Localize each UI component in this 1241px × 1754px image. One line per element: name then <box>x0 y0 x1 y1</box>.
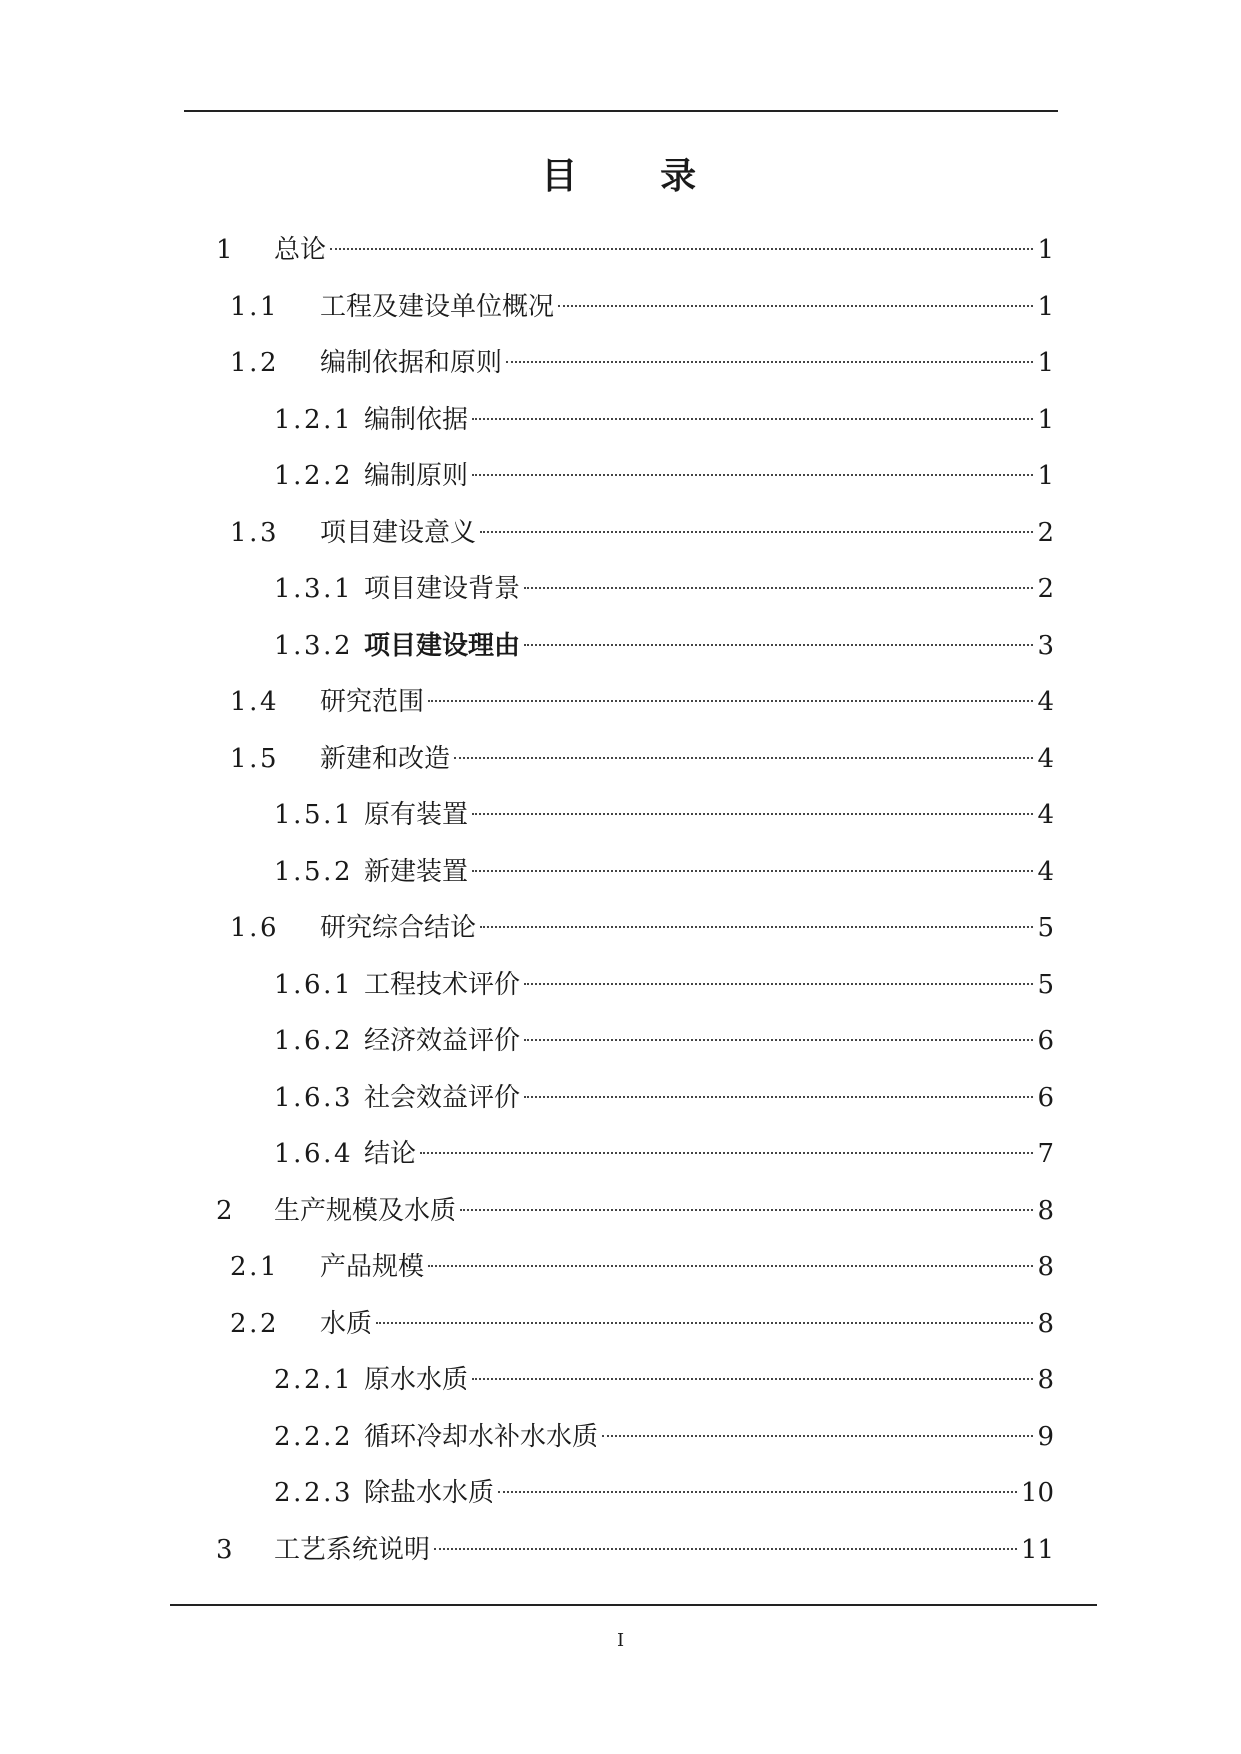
toc-entry-label: 经济效益评价 <box>364 1026 521 1056</box>
toc-entry-page: 7 <box>1037 1139 1054 1169</box>
toc-dot-leader <box>454 757 1033 759</box>
toc-entry[interactable] <box>274 569 1054 609</box>
toc-entry-page: 8 <box>1037 1365 1054 1395</box>
toc-dot-leader <box>498 1491 1017 1493</box>
toc-entry-number: 3 <box>216 1534 236 1565</box>
toc-entry-label: 编制依据和原则 <box>320 348 503 378</box>
toc-entry[interactable] <box>274 626 1054 666</box>
toc-entry-page: 10 <box>1020 1478 1054 1508</box>
toc-entry-page: 5 <box>1037 969 1054 1000</box>
toc-entry[interactable] <box>230 682 1054 722</box>
toc-entry-page: 1 <box>1037 404 1054 435</box>
toc-entry-number: 2.2.3 <box>274 1478 354 1508</box>
toc-entry[interactable] <box>274 965 1054 1005</box>
toc-entry-page: 2 <box>1037 574 1054 604</box>
toc-entry-number: 1.6.3 <box>274 1082 354 1113</box>
toc-entry[interactable] <box>274 852 1054 892</box>
toc-entry-label: 产品规模 <box>320 1252 425 1282</box>
toc-entry-label: 项目建设背景 <box>364 574 521 604</box>
toc-dot-leader <box>330 248 1033 250</box>
toc-entry-label: 原有装置 <box>364 800 469 830</box>
toc-entry-page: 1 <box>1037 291 1054 322</box>
toc-entry[interactable] <box>216 1530 1054 1570</box>
toc-dot-leader <box>428 1265 1033 1267</box>
toc-entry-number: 2.1 <box>230 1252 280 1282</box>
toc-entry-label: 工程技术评价 <box>364 969 521 1000</box>
toc-entry-page: 6 <box>1037 1082 1054 1113</box>
toc-entry-number: 1 <box>216 235 236 265</box>
toc-entry-label: 结论 <box>364 1139 417 1169</box>
toc-dot-leader <box>480 531 1033 533</box>
toc-dot-leader <box>602 1435 1033 1437</box>
toc-entry[interactable] <box>274 1021 1054 1061</box>
toc-entry-number: 2 <box>216 1195 236 1226</box>
toc-dot-leader <box>524 587 1033 589</box>
toc-entry-label: 生产规模及水质 <box>274 1195 457 1226</box>
toc-entry-number: 1.6 <box>230 913 280 943</box>
footer-rule <box>170 1604 1097 1606</box>
toc-dot-leader <box>472 474 1033 476</box>
toc-entry-label: 编制原则 <box>364 461 469 491</box>
toc-entry[interactable] <box>230 739 1054 779</box>
toc-entry-label: 水质 <box>320 1308 373 1339</box>
toc-entry[interactable] <box>230 1247 1054 1287</box>
toc-entry[interactable] <box>230 1304 1054 1344</box>
toc-entry-page: 1 <box>1037 461 1054 491</box>
toc-entry[interactable] <box>274 1473 1054 1513</box>
toc-entry-number: 1.5 <box>230 743 280 774</box>
toc-entry-number: 1.1 <box>230 291 280 322</box>
toc-entry[interactable] <box>274 1360 1054 1400</box>
toc-entry-page: 8 <box>1037 1252 1054 1282</box>
toc-entry-label: 社会效益评价 <box>364 1082 521 1113</box>
toc-entry-number: 1.2 <box>230 348 280 378</box>
toc-entry-number: 1.5.1 <box>274 800 354 830</box>
toc-entry-number: 2.2.1 <box>274 1365 354 1395</box>
toc-entry-label: 研究综合结论 <box>320 913 477 943</box>
toc-entry-page: 8 <box>1037 1195 1054 1226</box>
toc-entry-number: 1.3.2 <box>274 630 354 661</box>
toc-entry-page: 1 <box>1037 348 1054 378</box>
toc-entry-page: 8 <box>1037 1308 1054 1339</box>
toc-dot-leader <box>524 644 1033 646</box>
toc-entry-number: 1.3 <box>230 517 280 548</box>
toc-entry-page: 9 <box>1037 1421 1054 1452</box>
page-title: 目 录 <box>541 155 700 197</box>
toc-dot-leader <box>524 1039 1033 1041</box>
toc-entry-page: 1 <box>1037 235 1054 265</box>
toc-entry-number: 1.6.4 <box>274 1139 354 1169</box>
toc-entry-number: 1.4 <box>230 687 280 717</box>
toc-entry-number: 1.2.1 <box>274 404 354 435</box>
toc-entry-label: 工艺系统说明 <box>274 1534 431 1565</box>
toc-entry-page: 2 <box>1037 517 1054 548</box>
toc-entry[interactable] <box>230 343 1054 383</box>
toc-entry-number: 1.6.2 <box>274 1026 354 1056</box>
toc-dot-leader <box>472 418 1033 420</box>
toc-entry-page: 5 <box>1037 913 1054 943</box>
toc-entry-number: 1.3.1 <box>274 574 354 604</box>
toc-entry-page: 11 <box>1020 1534 1054 1565</box>
toc-dot-leader <box>480 926 1033 928</box>
toc-entry-page: 6 <box>1037 1026 1054 1056</box>
toc-entry-label: 原水水质 <box>364 1365 469 1395</box>
toc-entry-number: 2.2 <box>230 1308 280 1339</box>
toc-entry[interactable] <box>274 1417 1054 1457</box>
toc-entry[interactable] <box>230 287 1054 327</box>
toc-dot-leader <box>376 1322 1033 1324</box>
toc-entry[interactable] <box>274 1134 1054 1174</box>
toc-entry-label: 项目建设理由 <box>364 630 521 661</box>
toc-entry-label: 循环冷却水补水水质 <box>364 1421 599 1452</box>
toc-dot-leader <box>420 1152 1033 1154</box>
toc-entry-label: 研究范围 <box>320 687 425 717</box>
toc-entry-label: 工程及建设单位概况 <box>320 291 555 322</box>
toc-entry-number: 1.5.2 <box>274 856 354 887</box>
toc-entry-page: 4 <box>1037 856 1054 887</box>
toc-entry-label: 除盐水水质 <box>364 1478 495 1508</box>
toc-dot-leader <box>434 1548 1017 1550</box>
toc-dot-leader <box>472 1378 1033 1380</box>
toc-entry-number: 2.2.2 <box>274 1421 354 1452</box>
footer-page-number: I <box>616 1630 625 1651</box>
toc-entry-number: 1.2.2 <box>274 461 354 491</box>
toc-entry[interactable] <box>230 513 1054 553</box>
toc-dot-leader <box>524 1096 1033 1098</box>
toc-entry[interactable] <box>216 230 1054 270</box>
toc-dot-leader <box>558 305 1033 307</box>
toc-dot-leader <box>506 361 1033 363</box>
toc-entry-label: 总论 <box>274 235 327 265</box>
toc-entry-label: 新建装置 <box>364 856 469 887</box>
toc-entry[interactable] <box>274 400 1054 440</box>
toc-dot-leader <box>472 870 1033 872</box>
toc-entry[interactable] <box>216 1191 1054 1231</box>
toc-entry[interactable] <box>274 456 1054 496</box>
toc-entry-page: 4 <box>1037 687 1054 717</box>
toc-entry-page: 4 <box>1037 743 1054 774</box>
toc-dot-leader <box>524 983 1033 985</box>
toc-entry-label: 编制依据 <box>364 404 469 435</box>
toc-entry-label: 新建和改造 <box>320 743 451 774</box>
toc-entry-label: 项目建设意义 <box>320 517 477 548</box>
toc-entry[interactable] <box>274 795 1054 835</box>
toc-entry[interactable] <box>274 1078 1054 1118</box>
toc-entry-number: 1.6.1 <box>274 969 354 1000</box>
toc-entry-page: 4 <box>1037 800 1054 830</box>
toc-dot-leader <box>472 813 1033 815</box>
toc-entry-page: 3 <box>1037 630 1054 661</box>
toc-dot-leader <box>460 1209 1033 1211</box>
toc-dot-leader <box>428 700 1033 702</box>
toc-entry[interactable] <box>230 908 1054 948</box>
